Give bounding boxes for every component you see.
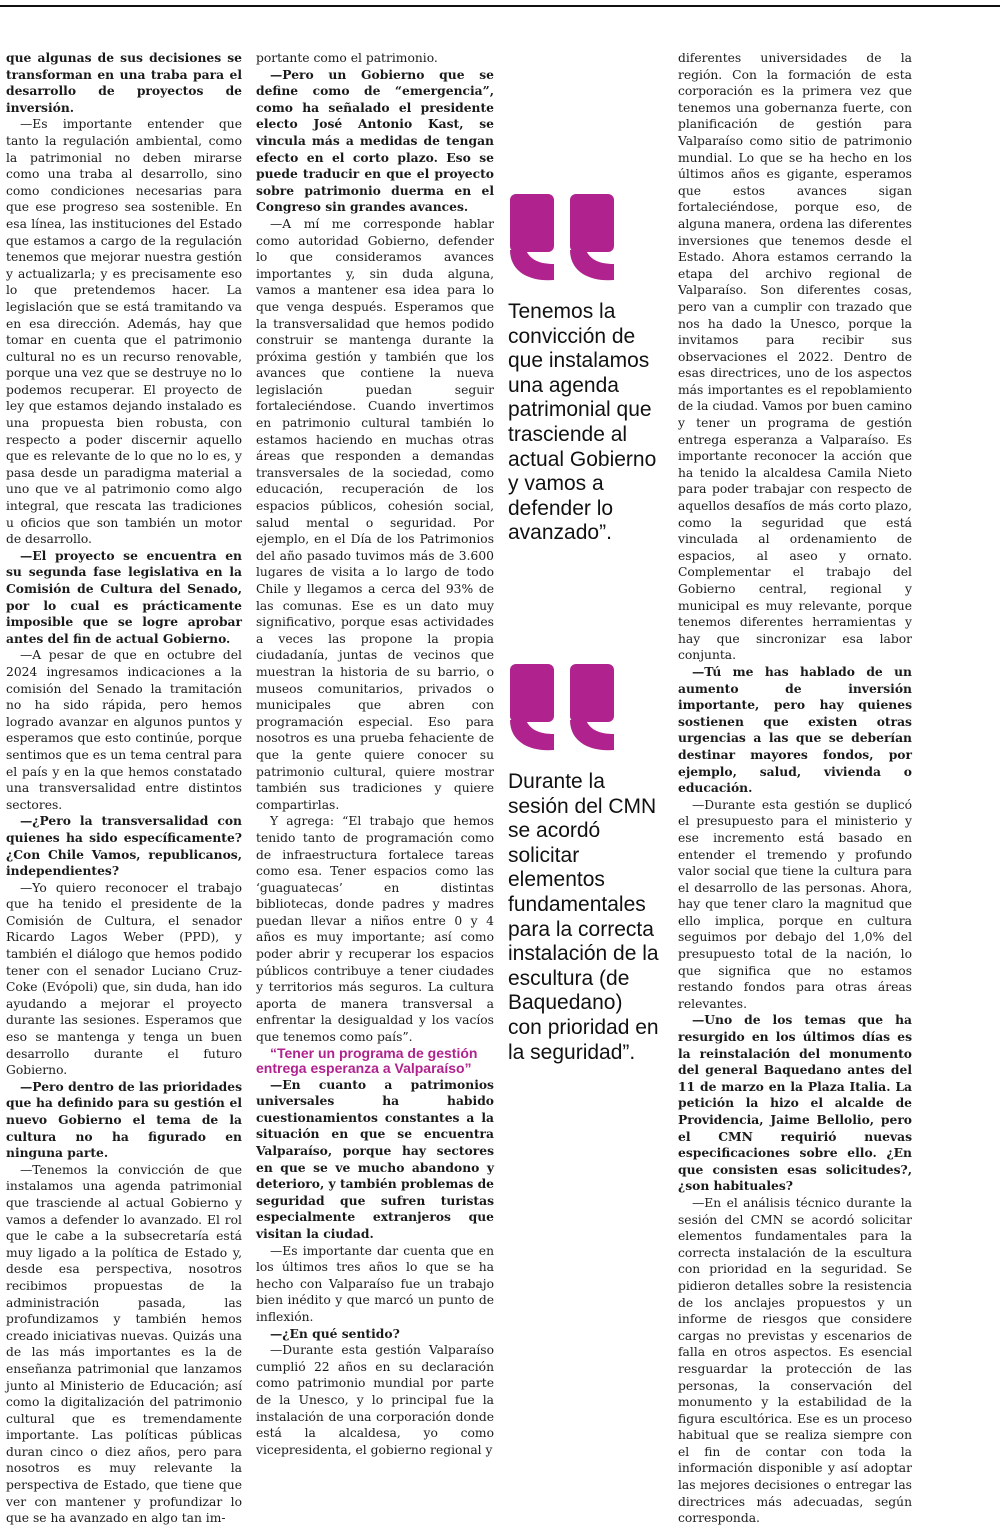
interview-answer: —A mí me corresponde hablar como autoridad Gobierno, defender lo que consideramos avances importantes y, sin duda alguna, vamos a mantener esa idea para lo que venga después. Esperamos que la transversalidad que hemos podido construir se mantenga durante la próxima gestión y también que los avances que contiene la nueva legislación puedan seguir fortaleciéndose. Cuando invertimos en patrimonio cultural también lo estamos haciendo en muchas otras áreas que responden a demandas transversales de la sociedad, como educación, recuperación de los espacios públicos, cohesión social, salud mental o seguridad. Por ejemplo, en el Día de los Patrimonios del año pasado tuvimos más de 3.600 lugares de visita a lo largo de todo Chile y llegamos a cerca del 93% de las comunas. Ese es un dato muy significativo, porque esas actividades a veces las propone la propia ciudadanía, juntas de vecinos que muestran la historia de su barrio, o museos comunitarios, privados o municipales que abren con programación especial. Eso para nosotros es una prueba fehaciente de que la gente quiere conocer su patrimonio cultural, quiere mostrar también sus tradiciones y quiere compartirlas. bbox=[256, 216, 494, 812]
interview-answer: —Durante esta gestión se duplicó el presupuesto para el ministerio y ese incremento está basado en entender el tremendo y profundo valor social que tiene la cultura para el desarrollo de las personas. Ahora, hay que tener claro la magnitud que ello implica, porque en cultura seguimos por debajo del 1,0% del presupuesto total de la nación, lo que significa que no estamos restando fondos para otras áreas relevantes. bbox=[678, 797, 912, 1011]
interview-answer: —Es importante entender que tanto la regulación ambiental, como la patrimonial no deben mirarse como una traba al desarrollo, sino como condiciones necesarias para que ese progreso sea sostenible. En esa línea, las instituciones del Estado que estamos a cargo de la regulación tenemos que mejorar nuestra gestión y actualizarla; y es precisamente eso lo que pretendemos hacer. La legislación que se está tramitando va en esa dirección. Además, hay que tomar en cuenta que el patrimonio cultural no es un recurso renovable, porque una vez que se destruye no lo podemos recuperar. El proyecto de ley que estamos dejando instalado es una propuesta bien robusta, con respecto a poder discernir aquello que es relevante de lo que no lo es, y pasa desde un paradigma material a uno que ve al patrimonio como algo integral, que rescata las tradiciones u oficios que son también un motor de desarrollo. bbox=[6, 117, 242, 547]
pull-quote-text: Durante la sesión del CMN se acordó solicitar elementos fundamentales para la correcta instalación de la escultura (de Baquedano) con prioridad en la seguridad”. bbox=[508, 770, 659, 1064]
interview-question: que algunas de sus decisiones se transforman en una traba para el desarrollo de proyectos de inversión. bbox=[6, 50, 242, 115]
interview-answer: Y agrega: “El trabajo que hemos tenido tanto de programación como de infraestructura fortalece tareas como esa. Tener espacios como las ‘guaguatecas’ en distintas bibliotecas, donde padres y madres puedan llevar a niños entre 0 y 4 años es muy importante; así como poder abrir y recuperar los espacios públicos contribuye a tener ciudades y territorios más seguros. La cultura aporta de manera transversal a enfrentar la desigualdad y los vacíos que tenemos como país”. bbox=[256, 814, 494, 1045]
interview-answer: —A pesar de que en octubre del 2024 ingresamos indicaciones a la comisión del Senado la tramitación no ha sido rápida, pero hemos logrado avanzar en algunos puntos y esperamos que esto continúe, porque sentimos que es un tema central para el país y en la que hemos constatado una transversalidad entre distintos sectores. bbox=[6, 648, 242, 812]
interview-question: —Tú me has hablado de un aumento de inversión importante, pero hay quienes sostienen que existen otras urgencias a las que se deberían destinar mayores fondos, por ejemplo, salud, vivienda o educación. bbox=[678, 663, 912, 796]
interview-question: —¿Pero la transversalidad con quienes ha sido específicamente? ¿Con Chile Vamos, republicanos, independientes? bbox=[6, 813, 242, 879]
interview-answer: —Yo quiero reconocer el trabajo que ha tenido el presidente de la Comisión de Cultura, el senador Ricardo Lagos Weber (PPD), y también el diálogo que hemos podido tener con el senador Luciano Cruz-Coke (Evópoli) que, sin duda, han ido ayudando a mejorar el proyecto durante las sesiones. Esperamos que eso se mantenga y tenga un buen desarrollo durante el futuro Gobierno. bbox=[6, 880, 242, 1078]
top-rule bbox=[0, 5, 1000, 7]
interview-question: —Pero dentro de las prioridades que ha definido para su gestión el nuevo Gobierno el tema de la cultura no ha figurado en ninguna parte. bbox=[6, 1078, 242, 1161]
interview-answer: diferentes universidades de la región. Con la formación de esta corporación es la primera vez que tenemos una gobernanza fuerte, con planificación de gestión para Valparaíso como sitio de patrimonio mundial. Lo que se ha hecho en los últimos años es gigante, esperamos que estos avances sigan fortaleciéndose, porque eso, de alguna manera, ordena las diferentes inversiones que tenemos desde el Estado. Ahora estamos cerrando la etapa del archivo regional de Valparaíso. Son diferentes cosas, pero van a cumplir con trazado que nos ha dado la Unesco, porque la invitamos para recibir sus observaciones el 2022. Dentro de esas directrices, uno de los aspectos más importantes es el repoblamiento de la ciudad. Vamos por buen camino y tener un programa de gestión entrega esperanza a Valparaíso. Es importante reconocer la acción que ha tenido la alcaldesa Camila Nieto para poder trabajar con respecto de aquellos desafíos de más corto plazo, como la seguridad que está vinculada al ordenamiento de espacios, al aseo y ornato. Complementar el trabajo del Gobierno central, regional y municipal es muy relevante, porque tenemos diferentes herramientas y hay que sincronizar esa labor conjunta. bbox=[678, 51, 912, 663]
section-subheading: “Tener un programa de gestión entrega esperanza a Valparaíso” bbox=[256, 1044, 478, 1077]
interview-question: —En cuanto a patrimonios universales ha habido cuestionamientos constantes a la situación en que se encuentra Valparaíso, porque hay sectores en que se ve mucho abandono y deterioro, y también problemas de seguridad que sufren turistas especialmente extranjeros que visitan la ciudad. bbox=[256, 1076, 494, 1241]
interview-answer: —Durante esta gestión Valparaíso cumplió 22 años en su declaración como patrimonio mundial por parte de la Unesco, y lo principal fue la instalación de una corporación donde está la alcaldesa, yo como vicepresidenta, el gobierno regional y bbox=[256, 1343, 494, 1457]
pull-quote-text: Tenemos la convicción de que instalamos una agenda patrimonial que trasciende al actual Gobierno y vamos a defender lo avanzado”. bbox=[508, 300, 657, 545]
quote-mark-icon bbox=[508, 190, 620, 282]
interview-question: —Uno de los temas que ha resurgido en los últimos días es la reinstalación del monumento del general Baquedano antes del 11 de marzo en la Plaza Italia. La petición la hizo el alcalde de Providencia, Jaime Bellolio, pero el CMN requirió nuevas especificaciones sobre ello. ¿En que consisten esas solicitudes?, ¿son habituales? bbox=[678, 1012, 912, 1194]
quote-mark-icon bbox=[508, 660, 620, 752]
interview-answer: —Es importante dar cuenta que en los últimos tres años lo que se ha hecho con Valparaíso fue un trabajo bien inédito y que marcó un punto de inflexión. bbox=[256, 1243, 494, 1324]
interview-answer: portante como el patrimonio. bbox=[256, 51, 438, 65]
article-column-2 bbox=[256, 50, 494, 1457]
interview-question: —Pero un Gobierno que se define como de “emergencia”, como ha señalado el presidente electo José Antonio Kast, se vincula más a medidas de tengan efecto en el corto plazo. Eso se puede traducir en que el proyecto sobre patrimonio duerma en el Congreso sin grandes avances. bbox=[256, 66, 494, 215]
interview-question: —El proyecto se encuentra en su segunda fase legislativa en la Comisión de Cultura del Senado, por lo cual es prácticamente imposible que se logre aprobar antes del fin de actual Gobierno. bbox=[6, 547, 242, 646]
interview-answer: —Tenemos la convicción de que instalamos una agenda patrimonial que trasciende al actual Gobierno y vamos a defender lo avanzado. El rol que le cabe a la subsecretaría está muy ligado a la política de Estado y, desde esa perspectiva, nosotros recibimos propuestas de la administración pasada, las profundizamos y también hemos creado iniciativas nuevas. Quizás una de las más importantes es la de enseñanza patrimonial que lanzamos junto al Ministerio de Educación; así como la digitalización del patrimonio cultural que es tremendamente importante. Las políticas públicas duran cinco o diez años, pero para nosotros es muy relevante la perspectiva de Estado, que tiene que ver con mantener y profundizar lo que se ha avanzado en algo tan im- bbox=[6, 1162, 242, 1526]
pull-quote-1 bbox=[508, 190, 662, 546]
pull-quote-2 bbox=[508, 660, 662, 1065]
article-column-4 bbox=[678, 50, 912, 1526]
interview-question: —¿En qué sentido? bbox=[270, 1325, 400, 1341]
interview-answer: —En el análisis técnico durante la sesión del CMN se acordó solicitar elementos fundamentales para la correcta instalación de la escultura con prioridad en la seguridad. Se pidieron detalles sobre la resistencia de los anclajes propuestos y un informe de riesgos que considere cargas no previstas y escenarios de falla en otros aspectos. Es esencial resguardar la protección de las personas, la conservación del monumento y la estabilidad de la figura escultórica. Ese es un proceso habitual que se realiza siempre con el fin de contar con toda la información disponible y así adoptar las mejores decisiones o entregar las directrices más adecuadas, según corresponda. bbox=[678, 1195, 912, 1526]
article-column-1 bbox=[6, 50, 242, 1526]
